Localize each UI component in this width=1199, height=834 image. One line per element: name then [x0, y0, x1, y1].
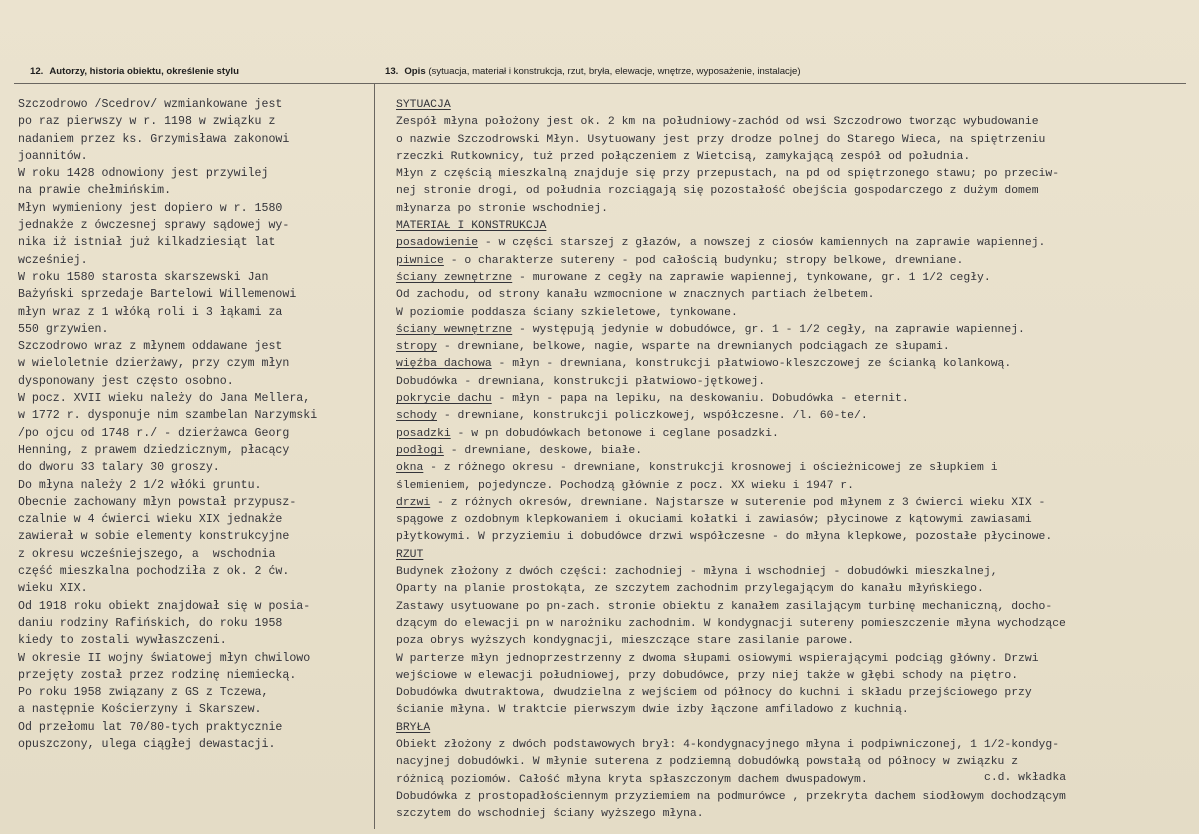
description-text: - murowane z cegły na zaprawie wapiennej, tynkowane, gr. 1 1/2 cegły.	[512, 271, 991, 284]
section-13-subtitle: (sytuacja, materiał i konstrukcja, rzut, bryła, elewacje, wnętrze, wyposażenie, instalacje)	[428, 66, 801, 77]
history-line: joannitów.	[18, 149, 88, 163]
history-line: Młyn wymieniony jest dopiero w r. 1580	[18, 201, 283, 215]
underlined-term: ściany wewnętrzne	[396, 323, 513, 336]
description-text: dzącym do elewacji pn w narożniku zachodnim. W kondygnacji sutereny pomieszczenie młyna wychodzące	[396, 617, 1066, 630]
section-12-header	[30, 66, 239, 77]
description-text: W parterze młyn jednoprzestrzenny z dwoma słupami osiowymi wspierającymi podciąg główny. Drzwi	[396, 652, 1039, 665]
description-text: płytkowymi. W przyziemiu i dobudówce drzwi współczesne - do młyna klepkowe, pozostałe płycinowe.	[396, 531, 1053, 544]
underlined-term: schody	[396, 410, 438, 423]
description-text: poza obrys wyższych kondygnacji, mieszczące stare zasilanie parowe.	[396, 635, 854, 648]
history-line: a następnie Kościerzyny i Skarszew.	[18, 703, 262, 717]
description-text: Od zachodu, od strony kanału wzmocnione w znacznych partiach żelbetem.	[396, 289, 875, 302]
history-line: Do młyna należy 2 1/2 włóki gruntu.	[18, 478, 262, 492]
description-line	[396, 599, 1066, 616]
underlined-term: stropy	[396, 341, 438, 354]
history-line: Od przełomu lat 70/80-tych praktycznie	[18, 720, 283, 734]
history-line: Szczodrowo wraz z młynem oddawane jest	[18, 340, 283, 354]
description-text: wejściowe w elewacji południowej, przy dobudówce, przy niej także w głębi schody na piętro.	[396, 669, 1019, 682]
description-line	[396, 408, 1066, 425]
description-line	[396, 564, 1066, 581]
underlined-term: posadzki	[396, 427, 451, 440]
description-text: Dobudówka z prostopadłościennym przyziemiem na podmurówce , przekryta dachem siodłowym dochodzącym	[396, 790, 1066, 803]
underlined-term: SYTUACJA	[396, 99, 451, 111]
description-line	[396, 512, 1066, 529]
description-line	[396, 218, 1066, 235]
description-text: młynarza po stronie wschodniej.	[396, 202, 608, 215]
history-line: do dworu 33 talary 30 groszy.	[18, 461, 220, 475]
description-line	[396, 772, 1066, 789]
history-line: na prawie chełmińskim.	[18, 184, 172, 198]
underlined-term: posadowienie	[396, 237, 479, 250]
history-line: Bażyński sprzedaje Bartelowi Willemenowi	[18, 288, 297, 302]
history-line: Henning, z prawem dziedzicznym, płacący	[18, 443, 290, 457]
description-text: - z różnego okresu - drewniane, konstrukcji krosnowej i ościeżnicowej ze słupkiem i	[423, 462, 998, 475]
history-line: kiedy to zostali wywłaszczeni.	[18, 634, 227, 648]
description-line	[396, 235, 1066, 252]
description-line	[396, 460, 1066, 477]
history-line: Po roku 1958 związany z GS z Tczewa,	[18, 686, 269, 700]
history-line: W roku 1580 starosta skarszewski Jan	[18, 270, 269, 284]
history-line: opuszczony, ulega ciągłej dewastacji.	[18, 737, 276, 751]
description-line	[396, 322, 1066, 339]
history-line: wcześniej.	[18, 253, 88, 267]
column-divider	[374, 83, 375, 829]
section-13-number: 13.	[385, 66, 399, 77]
description-line	[396, 114, 1066, 131]
description-line	[396, 529, 1066, 546]
underlined-term: piwnice	[396, 254, 444, 267]
description-text: Młyn z częścią mieszkalną znajduje się przy przepustach, na pd od spiętrzonego stawu; po przeciw-	[396, 168, 1060, 181]
description-text: Dobudówka dwutraktowa, dwudzielna z wejściem od północy do kuchni i składu przejściowego przy	[396, 687, 1032, 700]
description-line	[396, 391, 1066, 408]
underlined-term: RZUT	[396, 548, 424, 561]
section-13-title: Opis	[404, 66, 426, 77]
description-line	[396, 789, 1066, 806]
continuation-note: c.d. wkładka	[984, 772, 1067, 784]
header-divider	[14, 83, 1186, 84]
description-line	[396, 253, 1066, 270]
history-line: W roku 1428 odnowiony jest przywilej	[18, 167, 269, 181]
description-text: rzeczki Rutkownicy, tuż przed połączeniem z Wietcisą, zamykającą zespół od południa.	[396, 150, 971, 163]
underlined-term: ściany zewnętrzne	[396, 271, 513, 284]
description-text: - drewniane, konstrukcji policzkowej, współczesne. /l. 60-te/.	[437, 410, 868, 423]
underlined-term: MATERIAŁ I KONSTRUKCJA	[396, 220, 547, 233]
history-text-column	[18, 96, 317, 753]
description-line	[396, 97, 1066, 114]
underlined-term: BRYŁA	[396, 721, 431, 734]
description-line	[396, 478, 1066, 495]
description-line	[396, 651, 1066, 668]
description-text: ścianie młyna. W traktcie pierwszym dwie izby łączone amfiladowo z kuchnią.	[396, 704, 909, 717]
description-text: szczytem do wschodniej ściany wyższego młyna.	[396, 808, 704, 821]
description-text: Zastawy usytuowane po pn-zach. stronie obiektu z kanałem zasilającym turbinę mechaniczną, docho-	[396, 600, 1053, 613]
history-line: wieku XIX.	[18, 582, 88, 596]
history-line: czalnie w 4 ćwierci wieku XIX jednakże	[18, 513, 283, 527]
history-line: Od 1918 roku obiekt znajdował się w posia-	[18, 599, 311, 613]
history-line: w 1772 r. dysponuje nim szambelan Narzymski	[18, 409, 318, 423]
description-line	[396, 374, 1066, 391]
description-line	[396, 495, 1066, 512]
history-line: po raz pierwszy w r. 1198 w związku z	[18, 115, 276, 129]
description-line	[396, 356, 1066, 373]
history-line: z okresu wcześniejszego, a wschodnia	[18, 547, 276, 561]
description-text: - z różnych okresów, drewniane. Najstarsze w suterenie pod młynem z 3 ćwierci wieku XIX -	[430, 496, 1046, 509]
history-line: W pocz. XVII wieku należy do Jana Mellera,	[18, 392, 311, 406]
history-line: młyn wraz z 1 włóką roli i 3 łąkami za	[18, 305, 283, 319]
history-line: Obecnie zachowany młyn powstał przypusz-	[18, 495, 297, 509]
description-text: W poziomie poddasza ściany szkieletowe, tynkowane.	[396, 306, 738, 319]
description-text: o nazwie Szczodrowski Młyn. Usytuowany jest przy drodze polnej do Starego Wieca, na spiętrzeniu	[396, 133, 1046, 146]
history-line: przejęty został przez rodzinę niemiecką.	[18, 668, 297, 682]
history-line: Szczodrowo /Scedrov/ wzmiankowane jest	[18, 98, 283, 111]
description-line	[396, 287, 1066, 304]
section-13-header	[385, 66, 801, 77]
description-line	[396, 737, 1066, 754]
description-text: Zespół młyna położony jest ok. 2 km na południowy-zachód od wsi Szczodrowo tworząc wybudowanie	[396, 116, 1039, 129]
history-line: /po ojcu od 1748 r./ - dzierżawca Georg	[18, 426, 290, 440]
description-line	[396, 685, 1066, 702]
description-line	[396, 702, 1066, 719]
description-text: - w części starszej z głazów, a nowszej z ciosów kamiennych na zaprawie wapiennej.	[478, 237, 1046, 250]
history-line: 550 grzywien.	[18, 322, 109, 336]
description-line	[396, 149, 1066, 166]
description-text: nej stronie drogi, od południa rozciągają się pozostałość obejścia gospodarczego z dużym domem	[396, 185, 1039, 198]
description-text: - o charakterze sutereny - pod całością budynku; stropy belkowe, drewniane.	[443, 254, 964, 267]
section-12-number: 12.	[30, 66, 44, 77]
description-text: ślemieniem, pojedyncze. Pochodzą głównie z pocz. XX wieku i 1947 r.	[396, 479, 854, 492]
description-line	[396, 305, 1066, 322]
description-text: spągowe z ozdobnym klepkowaniem i okuciami kołatki i zawiasów; płycinowe z kątowymi zawiasami	[396, 514, 1032, 527]
underlined-term: okna	[396, 462, 424, 475]
description-line	[396, 633, 1066, 650]
underlined-term: drzwi	[396, 496, 431, 509]
description-line	[396, 806, 1066, 823]
description-text: Budynek złożony z dwóch części: zachodniej - młyna i wschodniej - dobudówki mieszkalnej,	[396, 566, 998, 579]
history-line: zawierał w sobie elementy konstrukcyjne	[18, 530, 290, 544]
description-line	[396, 720, 1066, 737]
section-12-title: Autorzy, historia obiektu, określenie stylu	[49, 66, 239, 77]
description-line	[396, 270, 1066, 287]
history-line: w wieloletnie dzierżawy, przy czym młyn	[18, 357, 290, 371]
description-text: - młyn - drewniana, konstrukcji płatwiowo-kleszczowej ze ścianką kolankową.	[491, 358, 1012, 371]
description-text: różnicą poziomów. Całość młyna kryta spłaszczonym dachem dwuspadowym.	[396, 773, 868, 786]
history-line: daniu rodziny Rafińskich, do roku 1958	[18, 616, 283, 630]
description-line	[396, 339, 1066, 356]
description-line	[396, 443, 1066, 460]
description-line	[396, 132, 1066, 149]
history-line: część mieszkalna pochodziła z ok. 2 ćw.	[18, 565, 290, 579]
history-line: jednakże z ówczesnej sprawy sądowej wy-	[18, 219, 290, 233]
history-line: dysponowany jest często osobno.	[18, 374, 234, 388]
description-text: Dobudówka - drewniana, konstrukcji płatwiowo-jętkowej.	[396, 375, 766, 388]
underlined-term: podłogi	[396, 444, 444, 457]
description-text: - występują jedynie w dobudówce, gr. 1 - 1/2 cegły, na zaprawie wapiennej.	[512, 323, 1025, 336]
description-line	[396, 668, 1066, 685]
description-line	[396, 616, 1066, 633]
description-text: - młyn - papa na lepiku, na deskowaniu. Dobudówka - eternit.	[491, 393, 909, 406]
description-line	[396, 547, 1066, 564]
description-text: nacyjnej dobudówki. W młynie suterena z podziemną dobudówką powstałą od północy w związku z	[396, 756, 1019, 769]
description-text: - drewniane, deskowe, białe.	[443, 444, 643, 457]
history-line: nika iż istniał już kilkadziesiąt lat	[18, 236, 276, 250]
description-text-column	[396, 97, 1066, 823]
description-line	[396, 426, 1066, 443]
description-line	[396, 166, 1066, 183]
description-line	[396, 754, 1066, 771]
description-line	[396, 183, 1066, 200]
description-line	[396, 201, 1066, 218]
description-line	[396, 581, 1066, 598]
description-text: - w pn dobudówkach betonowe i ceglane posadzki.	[450, 427, 779, 440]
history-line: nadaniem przez ks. Grzymisława zakonowi	[18, 132, 290, 146]
history-line: W okresie II wojny światowej młyn chwilowo	[18, 651, 311, 665]
description-text: Obiekt złożony z dwóch podstawowych brył: 4-kondygnacyjnego młyna i podpiwniczonej, 1 1/2-kondyg-	[396, 738, 1060, 751]
underlined-term: więźba dachowa	[396, 358, 492, 371]
description-text: - drewniane, belkowe, nagie, wsparte na drewnianych podciągach ze słupami.	[437, 341, 950, 354]
description-text: Oparty na planie prostokąta, ze szczytem zachodnim przylegającym do kanału młyńskiego.	[396, 583, 984, 596]
underlined-term: pokrycie dachu	[396, 393, 492, 406]
